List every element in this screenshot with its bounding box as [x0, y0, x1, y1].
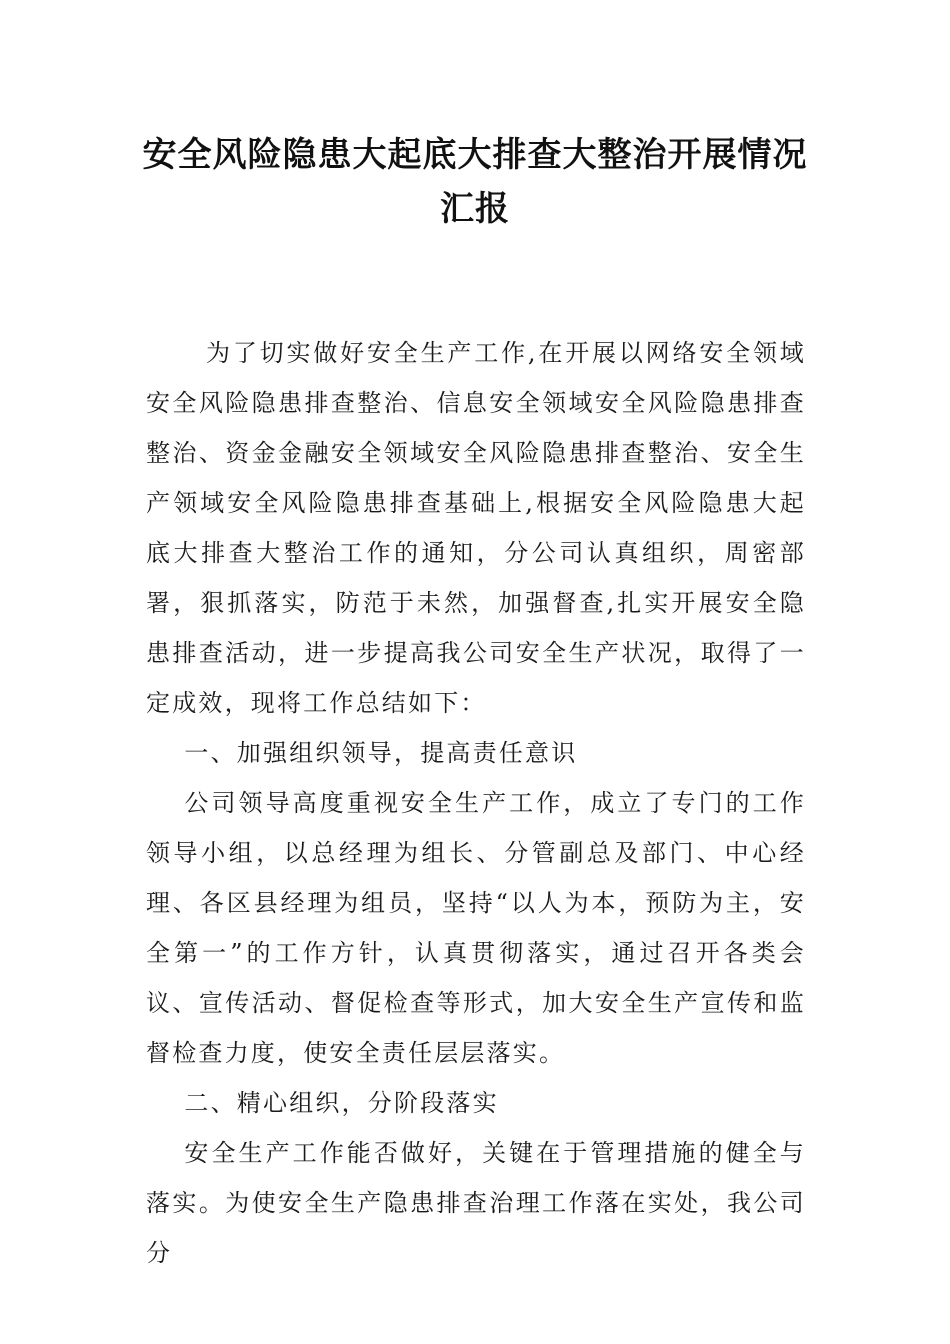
section-heading-1: 一、加强组织领导，提高责任意识 [184, 739, 578, 767]
section-1-paragraph: 公司领导高度重视安全生产工作，成立了专门的工作领导小组，以总经理为组长、分管副总及部门、中心经理、各区县经理为组员，坚持“以人为本，预防为主，安全第一”的工作方针，认真贯彻落实，通过召开各类会议、宣传活动、督促检查等形式，加大安全生产宣传和监督检查力度，使安全责任层层落实。 [146, 789, 806, 1067]
document-body [146, 328, 806, 1278]
intro-paragraph: 为了切实做好安全生产工作,在开展以网络安全领域安全风险隐患排查整治、信息安全领域安全风险隐患排查整治、资金金融安全领域安全风险隐患排查整治、安全生产领域安全风险隐患排查基础上,根据安全风险隐患大起底大排查大整治工作的通知，分公司认真组织，周密部署，狠抓落实，防范于未然，加强督查,扎实开展安全隐患排查活动，进一步提高我公司安全生产状况，取得了一定成效，现将工作总结如下： [146, 339, 806, 717]
section-2-paragraph: 安全生产工作能否做好，关键在于管理措施的健全与落实。为使安全生产隐患排查治理工作落在实处，我公司分 [146, 1139, 806, 1267]
document-title: 安全风险隐患大起底大排查大整治开展情况汇报 [142, 135, 808, 229]
section-heading-2: 二、精心组织，分阶段落实 [184, 1089, 499, 1117]
